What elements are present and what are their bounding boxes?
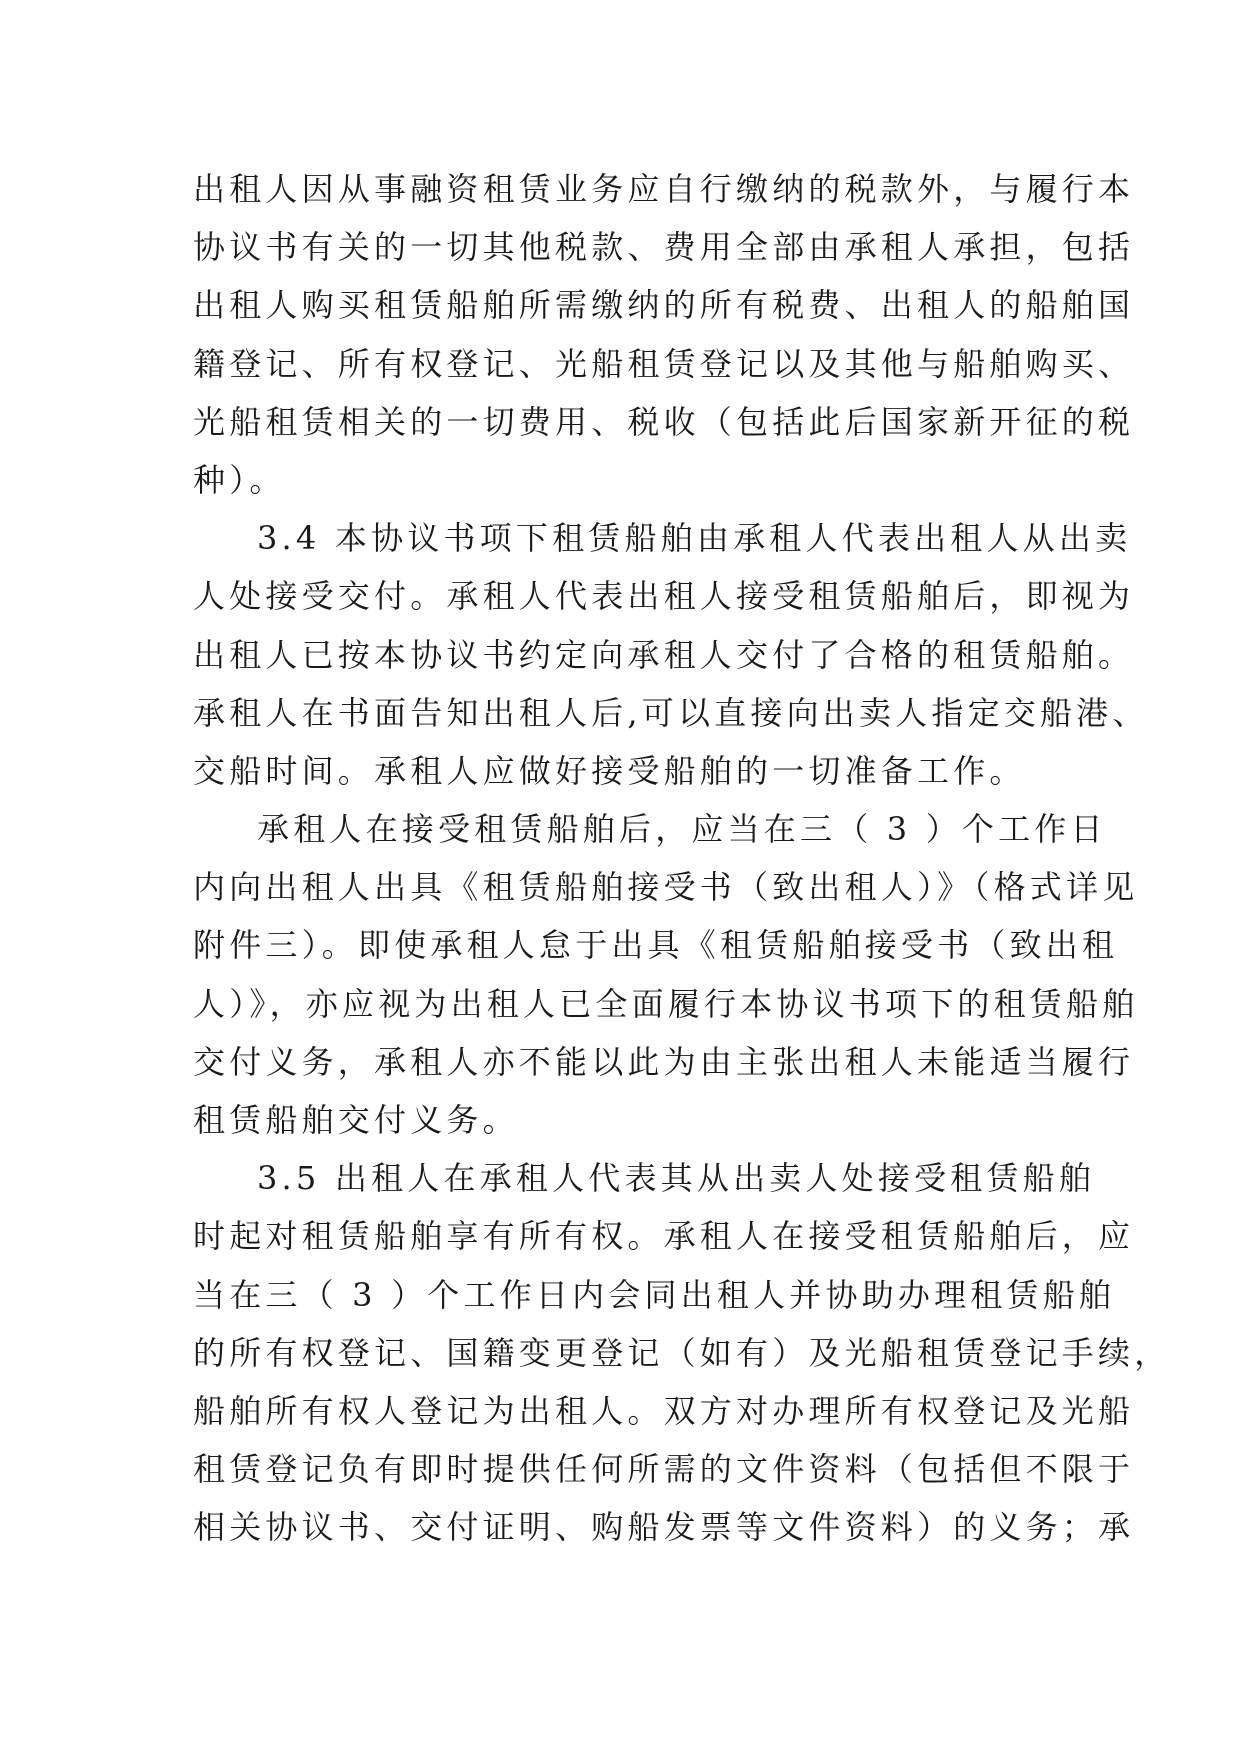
text-line: 出租人因从事融资租赁业务应自行缴纳的税款外，与履行本	[193, 170, 1135, 208]
text-line: 当在三（ 3 ）个工作日内会同出租人并协助办理租赁船舶	[193, 1275, 1116, 1314]
text-line: 附件三）。即使承租人怠于出具《租赁船舶接受书（致出租	[193, 926, 1119, 965]
text-line: 出租人已按本协议书约定向承租人交付了合格的租赁船舶。	[193, 635, 1135, 674]
text-line: 交付义务，承租人亦不能以此为由主张出租人未能适当履行	[193, 1042, 1135, 1081]
text-line: 租赁登记负有即时提供任何所需的文件资料（包括但不限于	[193, 1450, 1135, 1489]
text-line: 承租人在接受租赁船舶后，应当在三（ 3 ）个工作日	[257, 810, 1107, 849]
text-line: 租赁船舶交付义务。	[193, 1101, 519, 1139]
text-line: 船舶所有权人登记为出租人。双方对办理所有权登记及光船	[193, 1391, 1135, 1430]
text-line: 3.5 出租人在承租人代表其从出卖人处接受租赁船舶	[257, 1159, 1096, 1198]
text-line: 相关协议书、交付证明、购船发票等文件资料）的义务；承	[193, 1508, 1135, 1547]
text-line: 时起对租赁船舶享有所有权。承租人在接受租赁船舶后，应	[193, 1217, 1135, 1256]
text-line: 种）。	[193, 460, 286, 499]
text-line: 籍登记、所有权登记、光船租赁登记以及其他与船舶购买、	[193, 344, 1135, 383]
text-line: 3.4 本协议书项下租赁船舶由承租人代表出租人从出卖	[257, 519, 1132, 558]
text-line: 交船时间。承租人应做好接受船舶的一切准备工作。	[193, 751, 1026, 790]
text-line: 内向出租人出具《租赁船舶接受书（致出租人）》（格式详见	[193, 868, 1139, 907]
text-line: 人处接受交付。承租人代表出租人接受租赁船舶后，即视为	[193, 577, 1135, 616]
text-line: 协议书有关的一切其他税款、费用全部由承租人承担，包括	[193, 228, 1135, 267]
document-body	[193, 160, 1171, 1557]
text-line: 承租人在书面告知出租人后,可以直接向出卖人指定交船港、	[193, 693, 1149, 732]
text-line: 的所有权登记、国籍变更登记（如有）及光船租赁登记手续，	[193, 1333, 1171, 1372]
text-line: 人）》，亦应视为出租人已全面履行本协议书项下的租赁船舶	[193, 984, 1139, 1023]
text-line: 出租人购买租赁船舶所需缴纳的所有税费、出租人的船舶国	[193, 286, 1135, 325]
text-line: 光船租赁相关的一切费用、税收（包括此后国家新开征的税	[193, 402, 1135, 441]
